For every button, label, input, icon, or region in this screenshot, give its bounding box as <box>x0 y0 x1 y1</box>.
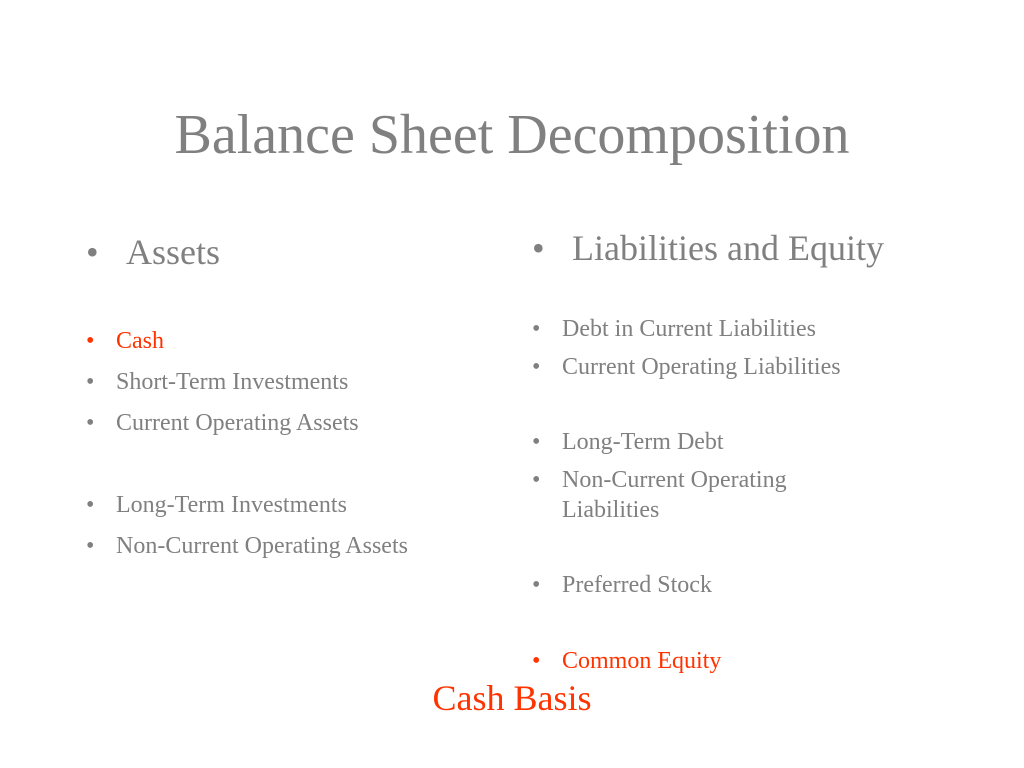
bullet-icon: • <box>86 533 95 559</box>
bullet-icon: • <box>532 228 545 268</box>
bullet-icon: • <box>532 316 541 342</box>
liabilities-heading-label: Liabilities and Equity <box>572 228 884 268</box>
bullet-icon: • <box>86 369 95 395</box>
bullet-icon: • <box>86 328 95 354</box>
list-item-label: Cash <box>116 328 164 354</box>
list-item-label: Long-Term Debt <box>562 429 724 455</box>
list-item-long-term-investments <box>86 490 486 531</box>
list-item-label: Short-Term Investments <box>116 369 349 395</box>
assets-list <box>86 326 486 561</box>
list-item-current-operating-liabilities <box>532 352 992 427</box>
list-item-cash <box>86 326 486 367</box>
list-item-label: Non-Current Operating Assets <box>116 533 408 559</box>
bullet-icon: • <box>86 410 95 436</box>
bullet-icon: • <box>532 429 541 455</box>
bullet-icon: • <box>532 648 541 674</box>
list-item-preferred-stock <box>532 570 992 646</box>
list-item-current-operating-assets <box>86 408 486 490</box>
list-item-short-term-investments <box>86 367 486 408</box>
list-item-label: Long-Term Investments <box>116 492 347 518</box>
list-item-label: Debt in Current Liabilities <box>562 316 816 342</box>
list-item-label: Current Operating Assets <box>116 410 359 436</box>
slide-title: Balance Sheet Decomposition <box>174 104 850 166</box>
list-item-debt-in-current-liabilities <box>532 314 992 352</box>
liabilities-column <box>532 224 992 676</box>
assets-heading-label: Assets <box>126 232 221 272</box>
list-item-long-term-debt <box>532 427 992 465</box>
liabilities-list <box>532 314 992 676</box>
list-item-label: Common Equity <box>562 648 722 674</box>
list-item-label: Non-Current Operating Liabilities <box>562 467 787 523</box>
bullet-icon: • <box>532 354 541 380</box>
bullet-icon: • <box>532 572 541 598</box>
list-item-non-current-operating-liabilities <box>532 465 862 570</box>
cash-basis-caption: Cash Basis <box>432 678 592 718</box>
bullet-icon: • <box>86 492 95 518</box>
assets-column <box>86 228 486 561</box>
bullet-icon: • <box>532 467 541 493</box>
liabilities-heading <box>532 224 992 272</box>
list-item-common-equity <box>532 646 992 676</box>
list-item-non-current-operating-assets <box>86 531 416 561</box>
list-item-label: Preferred Stock <box>562 572 712 598</box>
bullet-icon: • <box>86 232 99 272</box>
assets-heading <box>86 228 486 276</box>
list-item-label: Current Operating Liabilities <box>562 354 841 380</box>
